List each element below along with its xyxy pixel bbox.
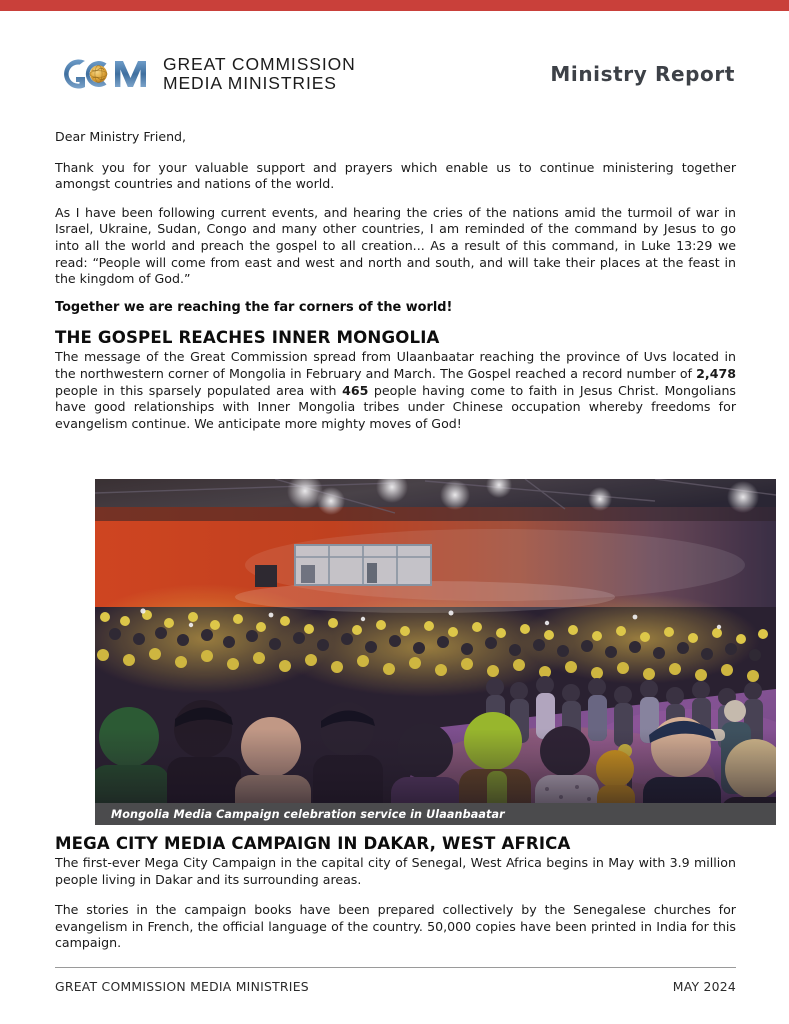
letter-body	[55, 129, 736, 444]
brand-lockup	[55, 50, 356, 98]
letter-tagline: Together we are reaching the far corners of the world!	[55, 299, 453, 315]
top-accent-bar	[0, 0, 789, 11]
brand-wordmark	[163, 55, 356, 93]
mongolia-text-1: The message of the Great Commission spread from Ulaanbaatar reaching the province of Uvs located in the northwestern corner of Mongolia in February and March. The Gospel reached a record number of	[55, 349, 736, 381]
letter-paragraph-1: Thank you for your valuable support and prayers which enable us to continue ministering together amongst countries and nations of the world.	[55, 159, 736, 192]
brand-line-1: GREAT COMMISSION	[163, 54, 356, 75]
mongolia-stat-reached: 2,478	[696, 365, 736, 381]
section-heading-dakar: MEGA CITY MEDIA CAMPAIGN IN DAKAR, WEST AFRICA	[55, 834, 571, 853]
mongolia-text-3: people having come to faith in Jesus Christ. Mongolians have good relationships with Inner Mongolia tribes under Chinese occupation whereby freedoms for evangelism continue. We anticipate more mighty moves of God!	[55, 382, 736, 431]
page-title: Ministry Report	[550, 62, 735, 86]
document-page	[0, 11, 789, 1024]
document-footer	[55, 967, 736, 994]
section-heading-mongolia: THE GOSPEL REACHES INNER MONGOLIA	[55, 328, 440, 348]
mongolia-stat-decisions: 465	[342, 382, 369, 398]
footer-divider	[55, 967, 736, 968]
brand-line-2: MEDIA MINISTRIES	[163, 73, 337, 93]
section-dakar	[55, 833, 736, 964]
dakar-paragraph-1: The first-ever Mega City Campaign in the capital city of Senegal, West Africa begins in May with 3.9 million people living in Dakar and its surrounding areas.	[55, 855, 736, 887]
figure-caption-text: Mongolia Media Campaign celebration service in Ulaanbaatar	[111, 807, 505, 821]
footer-date: MAY 2024	[672, 979, 736, 994]
mongolia-text-2: people in this sparsely populated area with	[55, 382, 343, 398]
footer-row	[55, 979, 736, 994]
figure-caption	[95, 803, 776, 825]
section-body-mongolia	[55, 349, 736, 432]
letter-paragraph-2: As I have been following current events, and hearing the cries of the nations amid the turmoil of war in Israel, Ukraine, Sudan, Congo and many other countries, I am reminded of the command by Jesus to go into all the world and preach the gospel to all creation... As a result of this command, in Luke 13:29 we read: “People will come from east and west and north and south, and will take their places at the feast in the kingdom of God.”	[55, 204, 736, 287]
document-header	[55, 46, 735, 102]
dakar-paragraph-2: The stories in the campaign books have been prepared collectively by the Senegalese churches for evangelism in French, the official language of the country. 50,000 copies have been printed in India for this campaign.	[55, 902, 736, 951]
footer-organization: GREAT COMMISSION MEDIA MINISTRIES	[55, 979, 309, 994]
gcm-logo-icon	[55, 51, 159, 97]
figure-mongolia-service	[95, 479, 776, 825]
photo-crowd-ulaanbaatar	[95, 479, 776, 825]
salutation: Dear Ministry Friend,	[55, 129, 187, 144]
